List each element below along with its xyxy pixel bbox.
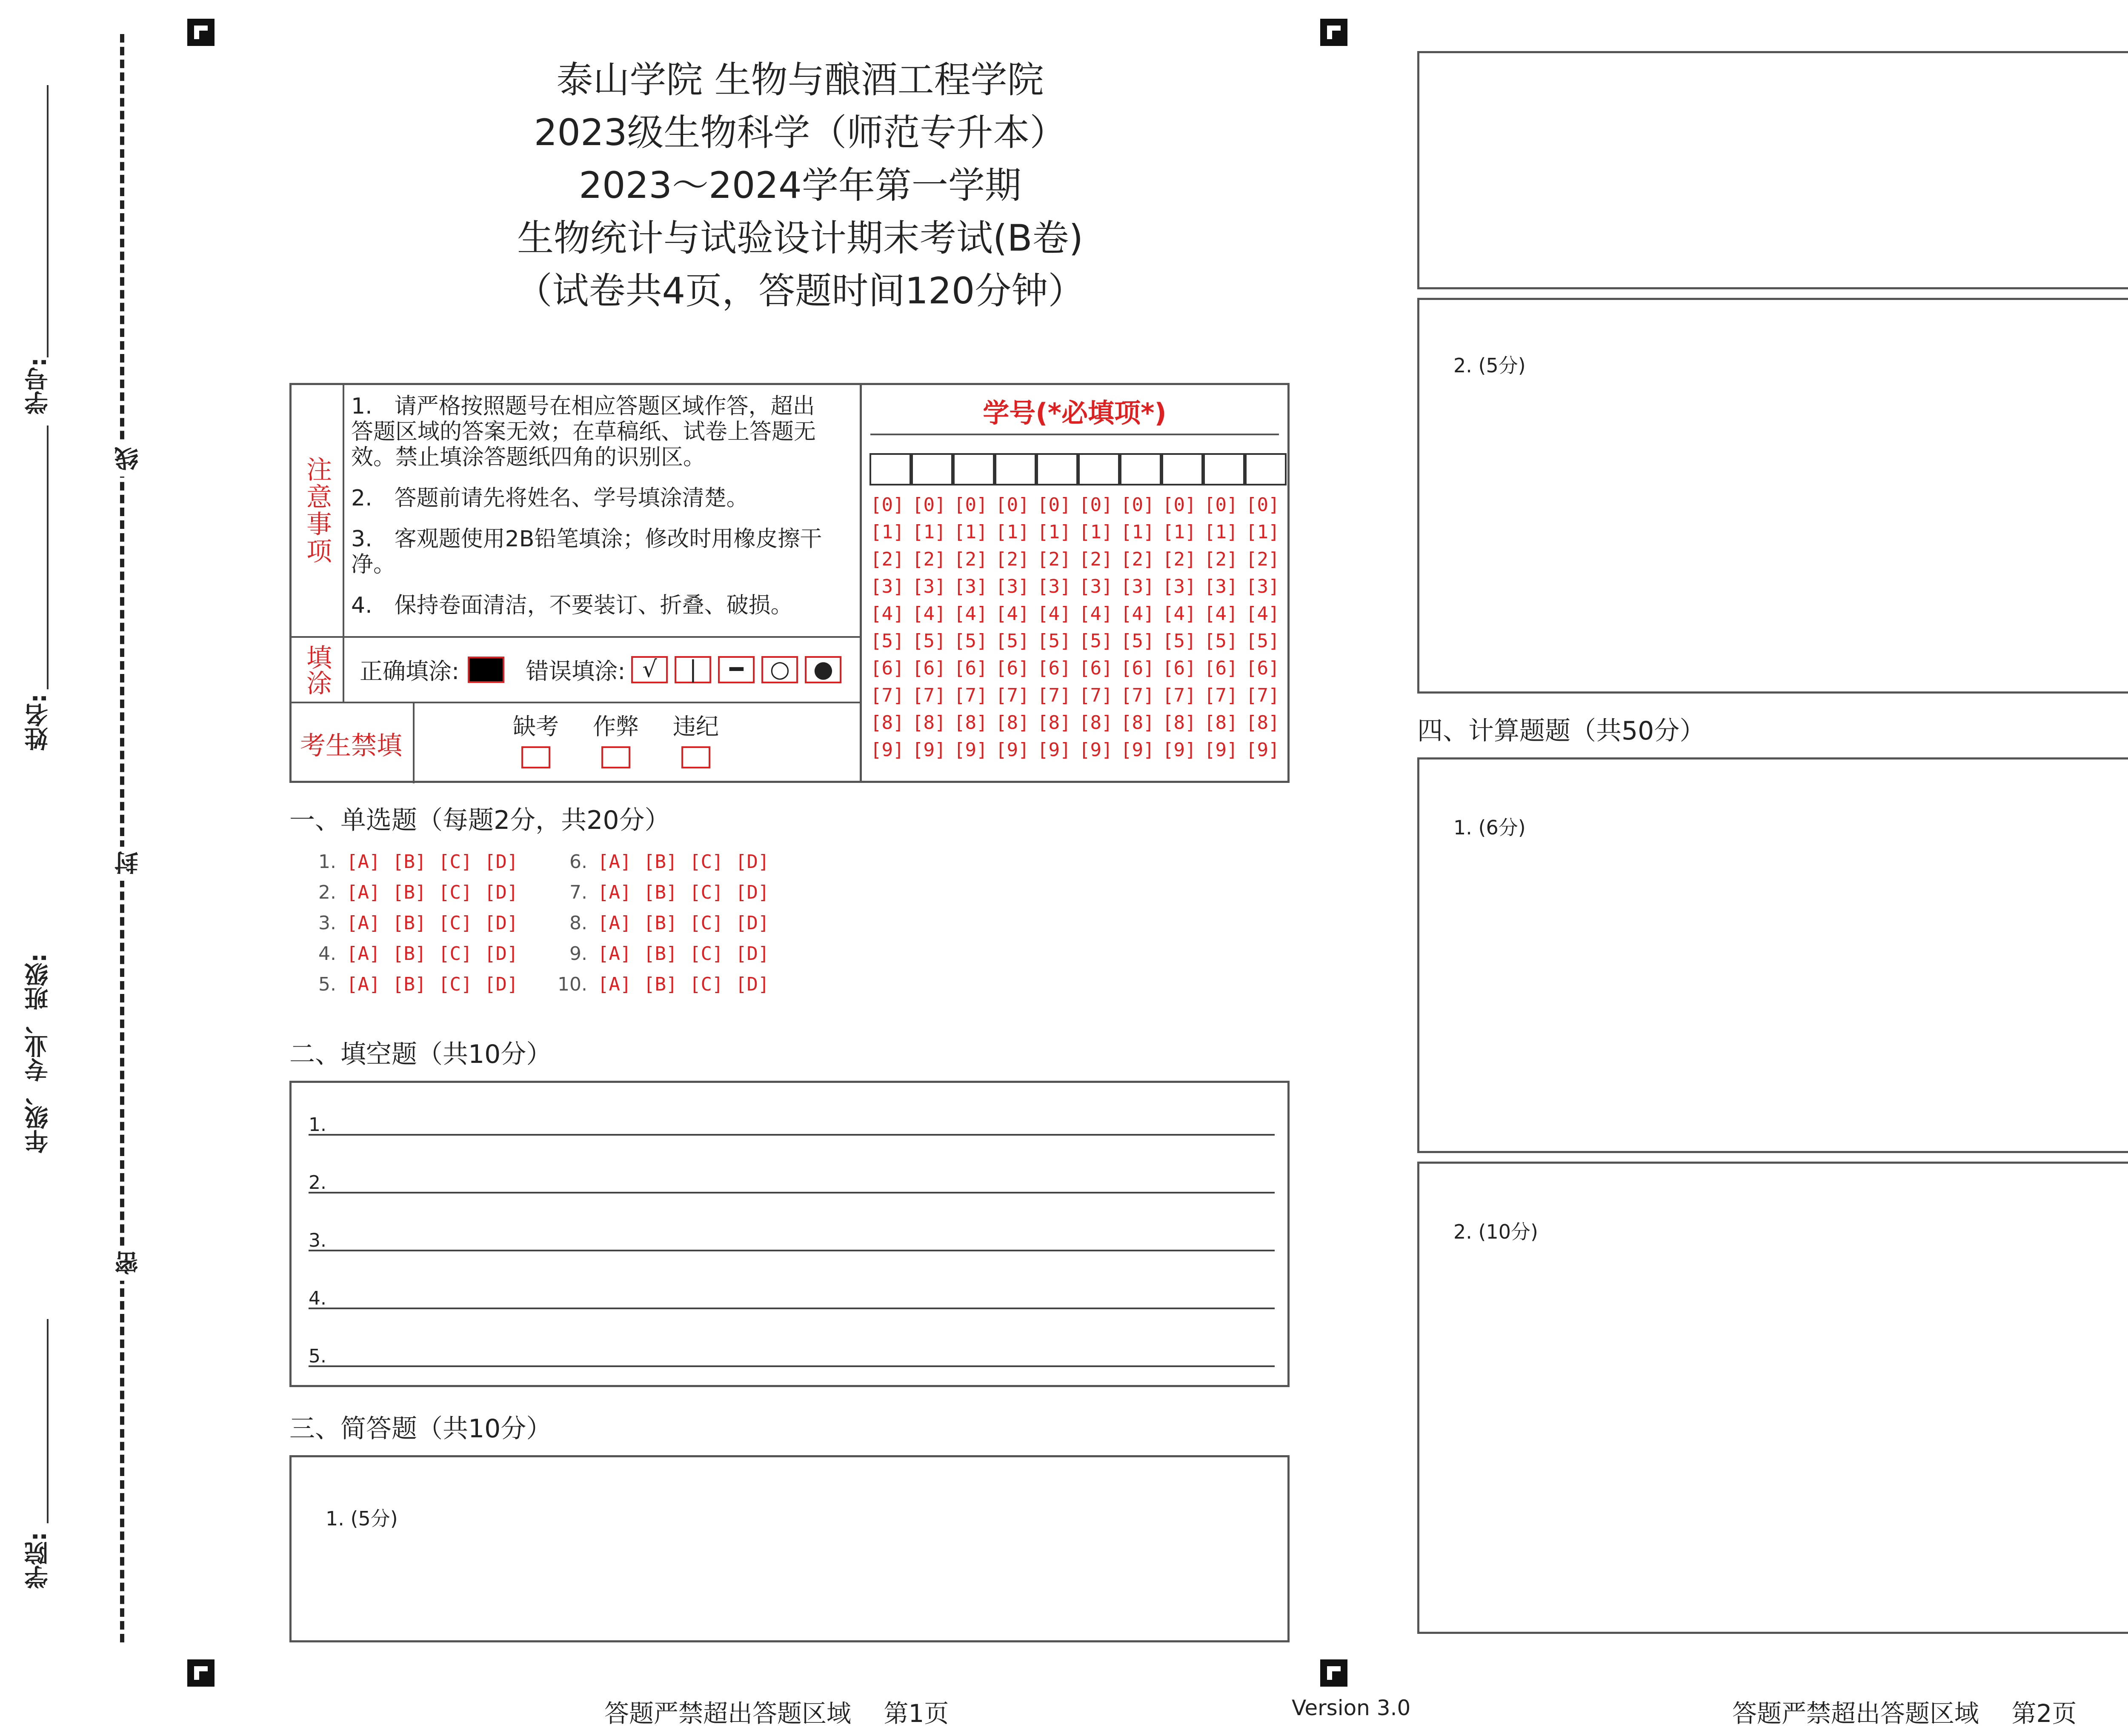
option-bubble[interactable]: [B] [644,912,678,934]
id-digit-bubble[interactable]: [2] [1121,548,1155,570]
option-bubble[interactable]: [A] [598,851,632,873]
id-digit-bubble[interactable]: [6] [912,657,946,679]
fill-blank-box [289,1081,1290,1387]
id-digit-bubble[interactable]: [5] [995,630,1030,652]
student-id-label: 学号: [24,357,52,415]
id-digit-bubble[interactable]: [4] [1204,603,1238,625]
option-bubble[interactable]: [A] [598,912,632,934]
id-digit-bubble[interactable]: [0] [1162,494,1196,516]
id-digit-bubble[interactable]: [0] [995,494,1030,516]
grade-major-label: 年级、专业、班级: [24,953,52,1154]
id-digit-bubble[interactable]: [8] [1204,712,1238,734]
id-digit-bubble[interactable]: [6] [1246,657,1280,679]
id-digit-bubble[interactable]: [9] [1037,739,1071,761]
section4-title: 四、计算题题（共50分） [1417,716,1705,746]
college-field[interactable] [21,1319,55,1608]
option-bubble[interactable]: [B] [392,943,426,965]
student-id-bubble-grid[interactable] [870,495,1287,760]
id-digit-bubble[interactable]: [2] [1037,548,1071,570]
title-line-5: （试卷共4页，答题时间120分钟） [515,270,1085,312]
option-bubble[interactable]: [D] [735,851,769,873]
id-digit-bubble[interactable]: [8] [954,712,988,734]
id-digit-bubble[interactable]: [9] [995,739,1030,761]
id-digit-bubble[interactable]: [7] [912,685,946,706]
option-bubble[interactable]: [B] [392,882,426,903]
fill-label: 填涂 [292,638,344,702]
id-digit-bubble[interactable]: [0] [1121,494,1155,516]
id-digit-bubble[interactable]: [8] [1162,712,1196,734]
correct-fill-label: 正确填涂: [360,658,460,685]
question-label: 1. (6分) [1453,816,1526,839]
id-digit-bubble[interactable]: [3] [1037,576,1071,597]
question-number: 8. [569,912,587,934]
college-label: 学院: [24,1532,52,1589]
id-digit-bubble[interactable]: [4] [912,603,946,625]
cut-mark-seal: 封 [112,847,146,881]
id-digit-bubble[interactable]: [3] [1162,576,1196,597]
corner-marker-bottom-left [187,1659,215,1687]
id-digit-bubble[interactable]: [0] [1204,494,1238,516]
option-bubble[interactable]: [C] [689,974,724,995]
id-digit-bubble[interactable]: [2] [1162,548,1196,570]
id-digit-bubble[interactable]: [7] [1162,685,1196,706]
id-digit-bubble[interactable]: [6] [954,657,988,679]
choice-question-row [298,851,530,873]
name-label: 姓名: [24,694,52,751]
question-label: 2. (5分) [1453,354,1526,377]
choice-question-row [549,851,781,873]
section1-title: 一、单选题（每题2分，共20分） [289,805,670,835]
question-number: 6. [569,851,587,873]
option-bubble[interactable]: [A] [346,974,380,995]
wrong-fill-sample: | [675,656,711,683]
id-digit-bubble[interactable]: [1] [1204,521,1238,543]
option-bubble[interactable]: [B] [644,943,678,965]
id-digit-bubble[interactable]: [9] [912,739,946,761]
blank-line[interactable]: 5. [309,1331,1275,1367]
id-digit-bubble[interactable]: [5] [1204,630,1238,652]
cheat-option[interactable]: 作弊 [593,708,639,768]
corner-marker-top-middle [1320,19,1347,46]
id-digit-bubble[interactable]: [7] [870,685,904,706]
title-line-1: 泰山学院 生物与酿酒工程学院 [556,59,1044,101]
id-digit-bubble[interactable]: [8] [1121,712,1155,734]
id-digit-bubble[interactable]: [3] [912,576,946,597]
id-digit-bubble[interactable]: [6] [1162,657,1196,679]
id-digit-bubble[interactable]: [0] [1037,494,1071,516]
blank-line[interactable]: 2. [309,1158,1275,1194]
blank-line[interactable]: 4. [309,1273,1275,1309]
choice-question-row [549,882,781,903]
id-digit-bubble[interactable]: [1] [912,521,946,543]
id-digit-bubble[interactable]: [9] [1162,739,1196,761]
student-id-boxes[interactable] [870,453,1287,485]
notice-label: 注意事项 [292,385,344,636]
id-digit-bubble[interactable]: [1] [995,521,1030,543]
option-bubble[interactable]: [C] [689,943,724,965]
option-bubble[interactable]: [D] [484,974,518,995]
choice-question-row [298,974,530,995]
id-digit-bubble[interactable]: [8] [1079,712,1113,734]
question-number: 3. [318,912,336,934]
id-digit-bubble[interactable]: [5] [912,630,946,652]
id-digit-bubble[interactable]: [3] [1121,576,1155,597]
id-digit-bubble[interactable]: [4] [954,603,988,625]
blank-line[interactable]: 1. [309,1100,1275,1136]
id-digit-bubble[interactable]: [3] [954,576,988,597]
wrong-fill-sample: ● [805,656,841,683]
footer-left: 答题严禁超出答题区域 第1页 [604,1699,949,1728]
option-bubble[interactable]: [C] [438,912,472,934]
question-label: 1. (5分) [326,1507,398,1530]
section3-title: 三、简答题（共10分） [289,1414,552,1444]
question-number: 9. [569,943,587,965]
notice-item: 3. 客观题使用2B铅笔填涂；修改时用橡皮擦干净。 [351,526,822,577]
name-field[interactable] [21,425,55,757]
id-digit-bubble[interactable]: [0] [1246,494,1280,516]
option-bubble[interactable]: [A] [598,974,632,995]
id-digit-bubble[interactable]: [8] [912,712,946,734]
title-line-3: 2023～2024学年第一学期 [579,164,1021,207]
corner-marker-bottom-middle [1320,1659,1347,1687]
id-digit-bubble[interactable]: [2] [995,548,1030,570]
id-digit-bubble[interactable]: [1] [1079,521,1113,543]
option-bubble[interactable]: [D] [735,974,769,995]
info-panel [289,383,1290,783]
option-bubble[interactable]: [D] [735,943,769,965]
id-digit-bubble[interactable]: [1] [1246,521,1280,543]
id-digit-bubble[interactable]: [2] [1204,548,1238,570]
forbidden-label: 考生禁填 [300,731,402,761]
blank-line[interactable]: 3. [309,1216,1275,1251]
id-digit-bubble[interactable]: [2] [954,548,988,570]
question-number: 4. [318,943,336,965]
notice-list [351,394,832,634]
choice-question-row [549,943,781,965]
option-bubble[interactable]: [A] [346,912,380,934]
forbidden-options [513,708,719,768]
wrong-fill-sample: ━ [718,656,755,683]
id-digit-bubble[interactable]: [2] [1246,548,1280,570]
id-digit-bubble[interactable]: [6] [1204,657,1238,679]
corner-marker-top-left [187,19,215,46]
id-digit-bubble[interactable]: [0] [912,494,946,516]
id-digit-bubble[interactable]: [2] [1079,548,1113,570]
id-digit-bubble[interactable]: [2] [912,548,946,570]
wrong-fill-sample: √ [631,656,668,683]
id-digit-bubble[interactable]: [1] [1121,521,1155,543]
continued-answer-box[interactable] [1417,51,2128,289]
id-digit-bubble[interactable]: [6] [1121,657,1155,679]
option-bubble[interactable]: [C] [689,882,724,903]
id-digit-bubble[interactable]: [5] [1121,630,1155,652]
id-digit-bubble[interactable]: [0] [1079,494,1113,516]
choice-question-row [549,974,781,995]
choice-question-row [298,943,530,965]
student-id-field[interactable] [21,85,55,417]
id-digit-bubble[interactable]: [9] [1121,739,1155,761]
short-answer-box-2[interactable] [1417,298,2128,694]
question-number: 5. [318,974,336,995]
id-digit-bubble[interactable]: [6] [995,657,1030,679]
option-bubble[interactable]: [D] [484,851,518,873]
option-bubble[interactable]: [B] [644,974,678,995]
choice-question-row [298,882,530,903]
calc-answer-box-2[interactable] [1417,1162,2128,1634]
violation-option[interactable]: 违纪 [673,708,719,768]
id-digit-bubble[interactable]: [5] [954,630,988,652]
id-digit-bubble[interactable]: [0] [954,494,988,516]
id-digit-bubble[interactable]: [2] [870,548,904,570]
id-digit-bubble[interactable]: [6] [870,657,904,679]
id-digit-bubble[interactable]: [4] [870,603,904,625]
title-line-2: 2023级生物科学（师范专升本） [534,111,1067,154]
calc-answer-box-1[interactable] [1417,757,2128,1153]
fill-example-row [360,653,841,686]
short-answer-box-1[interactable] [289,1455,1290,1642]
cut-mark-secret: 密 [112,1247,146,1281]
id-digit-bubble[interactable]: [5] [1037,630,1071,652]
option-bubble[interactable]: [A] [598,882,632,903]
id-digit-bubble[interactable]: [8] [1246,712,1280,734]
option-bubble[interactable]: [D] [484,912,518,934]
option-bubble[interactable]: [A] [346,851,380,873]
id-digit-bubble[interactable]: [5] [870,630,904,652]
option-bubble[interactable]: [C] [438,882,472,903]
option-bubble[interactable]: [A] [346,943,380,965]
option-bubble[interactable]: [B] [392,851,426,873]
option-bubble[interactable]: [D] [735,882,769,903]
question-label: 2. (10分) [1453,1220,1538,1243]
option-bubble[interactable]: [C] [438,943,472,965]
choice-question-row [549,912,781,934]
question-number: 1. [318,851,336,873]
notice-item: 1. 请严格按照题号在相应答题区域作答，超出答题区域的答案无效；在草稿纸、试卷上答题无效。禁止填涂答题纸四角的识别区。 [351,394,816,470]
id-digit-bubble[interactable]: [7] [1204,685,1238,706]
id-digit-bubble[interactable]: [4] [995,603,1030,625]
grade-major-field[interactable] [21,953,55,1259]
option-bubble[interactable]: [C] [689,912,724,934]
id-digit-bubble[interactable]: [3] [1079,576,1113,597]
id-digit-bubble[interactable]: [4] [1121,603,1155,625]
student-id-title: 学号(*必填项*) [983,397,1167,428]
option-bubble[interactable]: [C] [689,851,724,873]
wrong-fill-label: 错误填涂: [526,658,626,685]
option-bubble[interactable]: [D] [735,912,769,934]
id-digit-bubble[interactable]: [9] [1079,739,1113,761]
footer-right: 答题严禁超出答题区域 第2页 [1732,1699,2077,1728]
id-digit-bubble[interactable]: [9] [1204,739,1238,761]
id-digit-bubble[interactable]: [3] [1204,576,1238,597]
id-digit-bubble[interactable]: [7] [995,685,1030,706]
id-digit-bubble[interactable]: [4] [1246,603,1280,625]
question-number: 2. [318,882,336,903]
correct-fill-sample [468,657,504,683]
option-bubble[interactable]: [C] [438,851,472,873]
notice-item: 2. 答题前请先将姓名、学号填涂清楚。 [351,485,749,511]
cut-mark-line: 线 [112,443,146,477]
id-digit-bubble[interactable]: [3] [870,576,904,597]
id-digit-bubble[interactable]: [7] [954,685,988,706]
option-bubble[interactable]: [B] [644,882,678,903]
option-bubble[interactable]: [C] [438,974,472,995]
id-digit-bubble[interactable]: [5] [1079,630,1113,652]
absent-option[interactable]: 缺考 [513,708,559,768]
notice-item: 4. 保持卷面清洁，不要装订、折叠、破损。 [351,593,793,618]
id-digit-bubble[interactable]: [8] [995,712,1030,734]
version-label: Version 3.0 [1292,1696,1411,1720]
id-digit-bubble[interactable]: [7] [1079,685,1113,706]
id-digit-bubble[interactable]: [1] [1162,521,1196,543]
section2-title: 二、填空题（共10分） [289,1039,552,1069]
option-bubble[interactable]: [A] [598,943,632,965]
id-digit-bubble[interactable]: [5] [1162,630,1196,652]
option-bubble[interactable]: [D] [484,943,518,965]
question-number: 7. [569,882,587,903]
id-digit-bubble[interactable]: [7] [1246,685,1280,706]
id-digit-bubble[interactable]: [3] [1246,576,1280,597]
id-digit-bubble[interactable]: [1] [1037,521,1071,543]
id-digit-bubble[interactable]: [1] [870,521,904,543]
option-bubble[interactable]: [B] [392,974,426,995]
question-number: 10. [558,974,587,995]
choice-question-row [298,912,530,934]
option-bubble[interactable]: [B] [392,912,426,934]
id-digit-bubble[interactable]: [9] [1246,739,1280,761]
title-line-4: 生物统计与试验设计期末考试(B卷) [517,217,1084,260]
id-digit-bubble[interactable]: [6] [1079,657,1113,679]
id-digit-bubble[interactable]: [4] [1079,603,1113,625]
id-digit-bubble[interactable]: [7] [1121,685,1155,706]
id-digit-bubble[interactable]: [8] [1037,712,1071,734]
option-bubble[interactable]: [B] [644,851,678,873]
option-bubble[interactable]: [D] [484,882,518,903]
id-digit-bubble[interactable]: [7] [1037,685,1071,706]
id-digit-bubble[interactable]: [3] [995,576,1030,597]
id-digit-bubble[interactable]: [4] [1162,603,1196,625]
id-digit-bubble[interactable]: [6] [1037,657,1071,679]
option-bubble[interactable]: [A] [346,882,380,903]
binding-dashed-line [120,34,124,1642]
id-digit-bubble[interactable]: [9] [954,739,988,761]
id-digit-bubble[interactable]: [0] [870,494,904,516]
id-digit-bubble[interactable]: [4] [1037,603,1071,625]
id-digit-bubble[interactable]: [1] [954,521,988,543]
id-digit-bubble[interactable]: [8] [870,712,904,734]
id-digit-bubble[interactable]: [9] [870,739,904,761]
id-digit-bubble[interactable]: [5] [1246,630,1280,652]
wrong-fill-sample: ○ [761,656,798,683]
